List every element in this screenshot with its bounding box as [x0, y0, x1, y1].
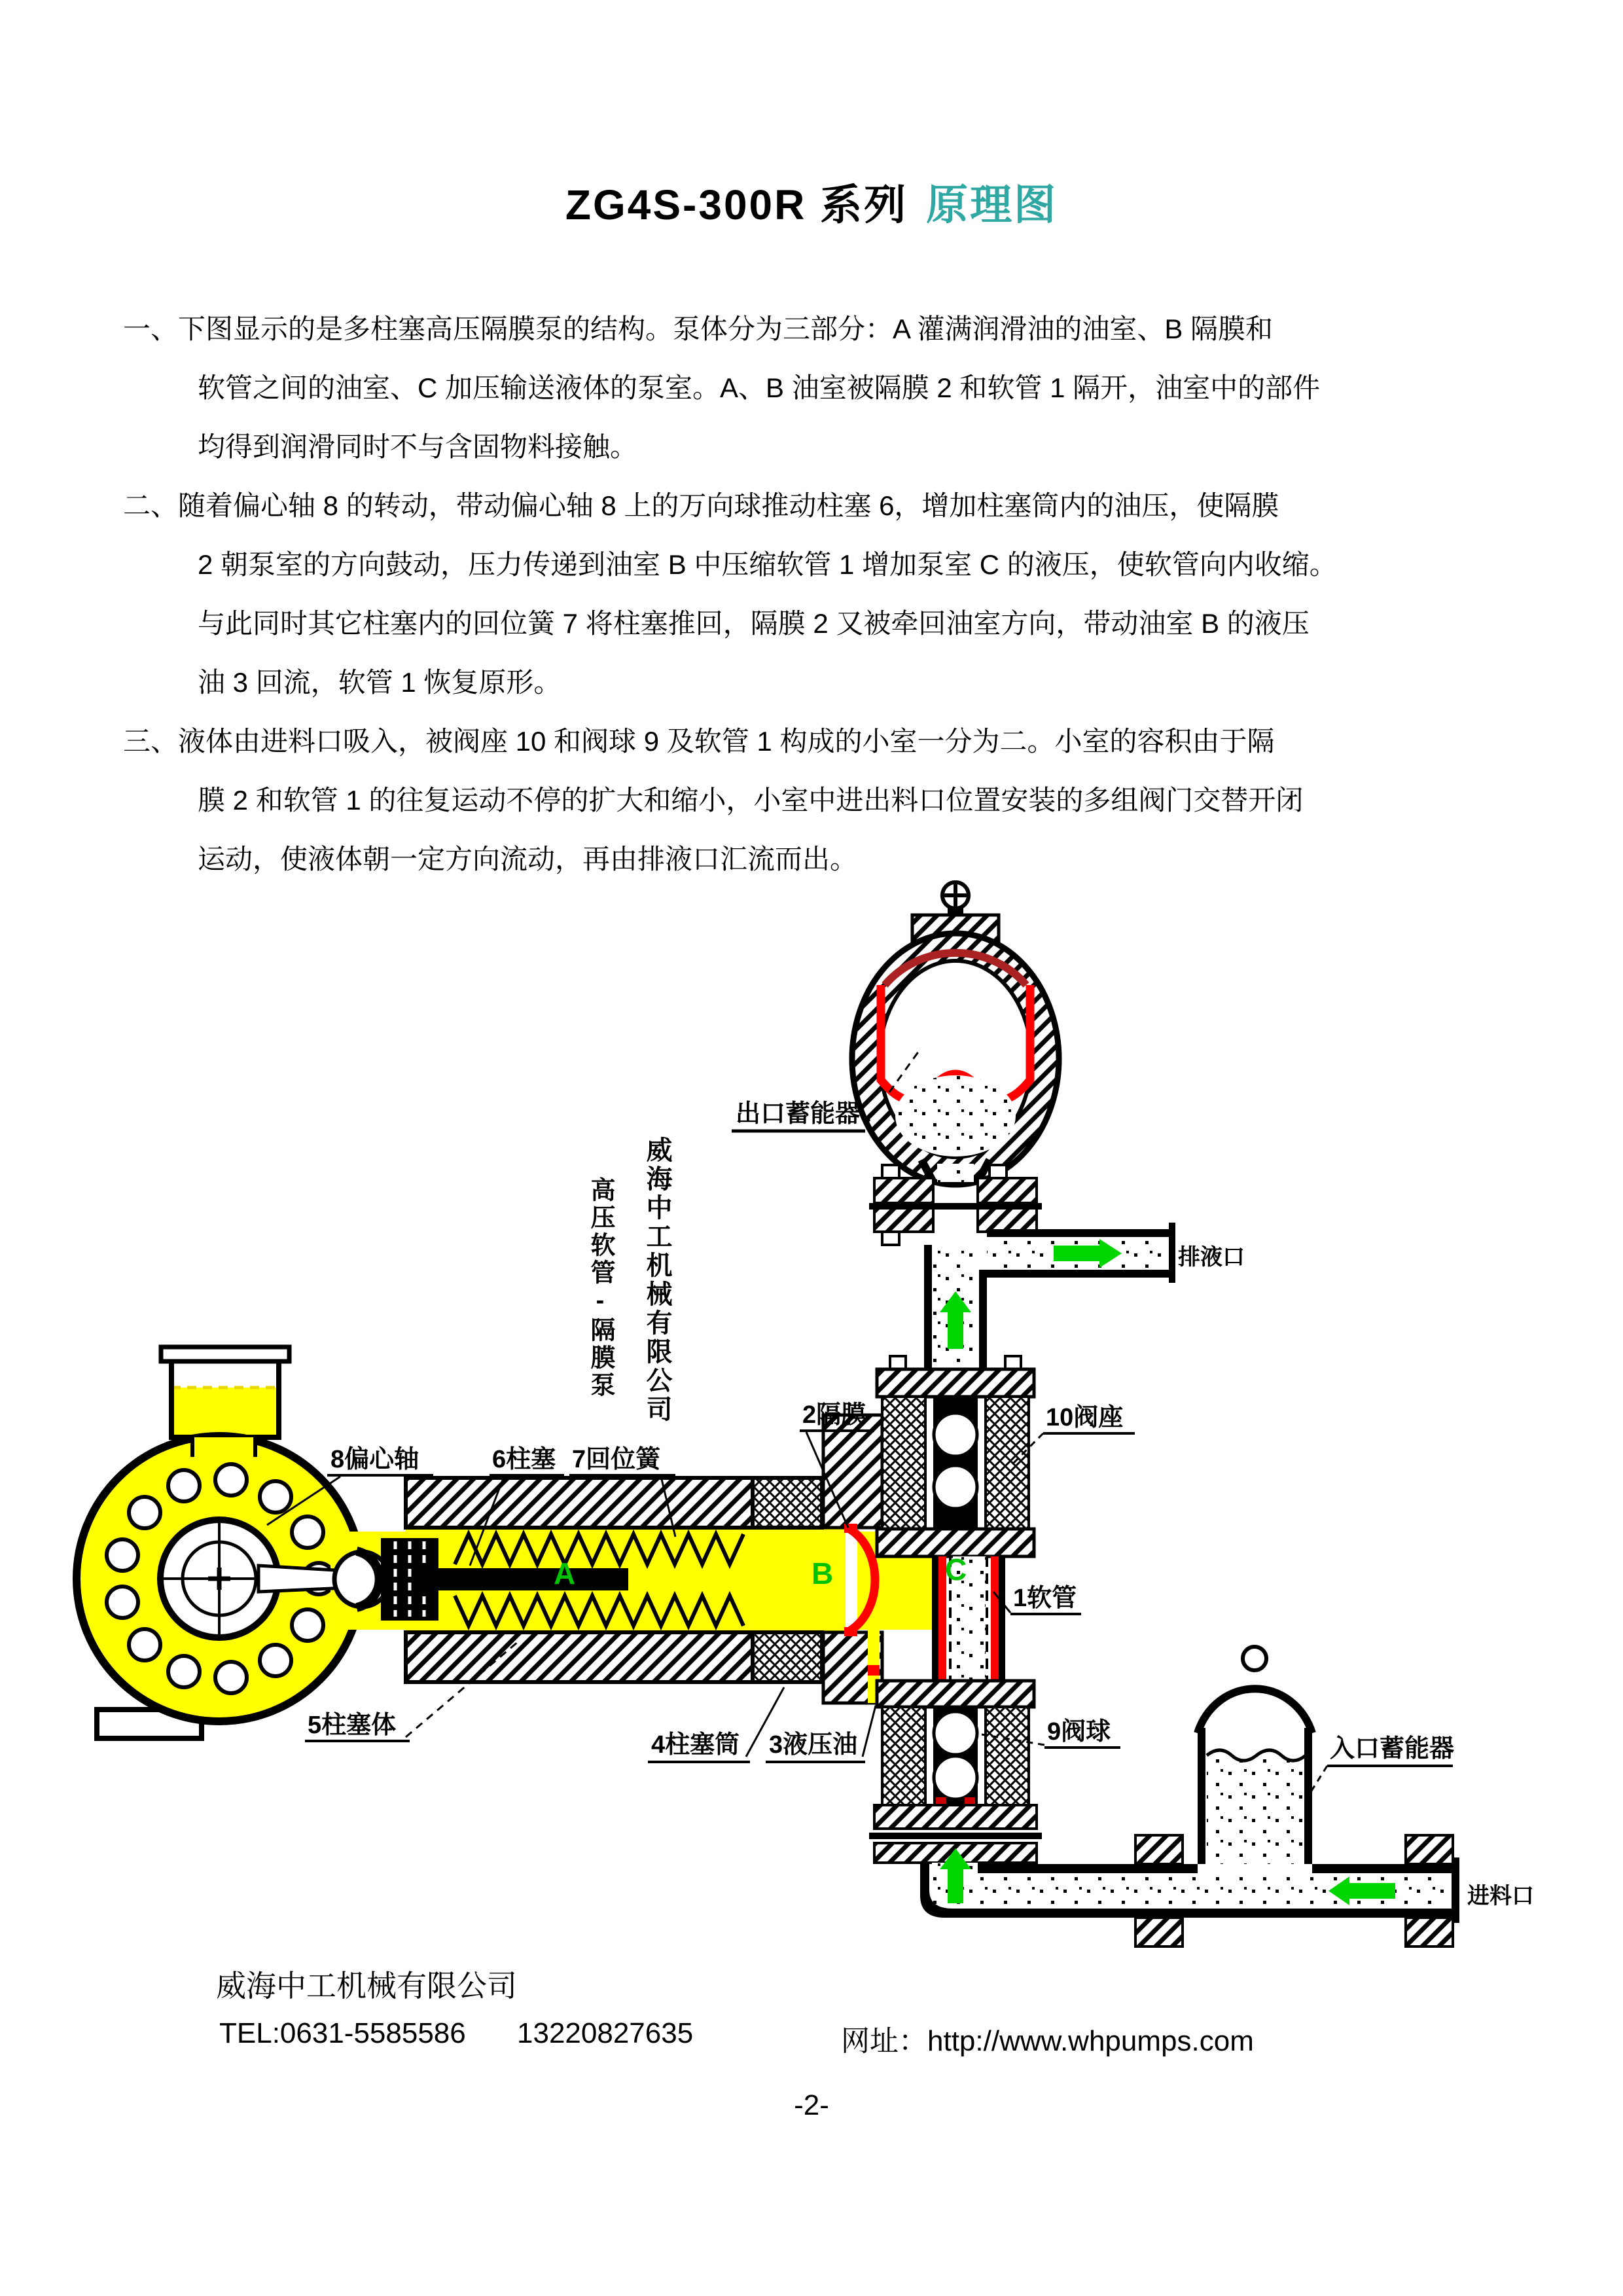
- paragraph-line: 均得到润滑同时不与含固物料接触。: [198, 431, 638, 462]
- valve-ball-lower-2: [934, 1756, 977, 1799]
- cylinder-wall-top: [406, 1478, 753, 1528]
- hose-section: [932, 1556, 1005, 1681]
- paragraph-line: 一、下图显示的是多柱塞高压隔膜泵的结构。泵体分为三部分：A 灌满润滑油的油室、B 隔膜和: [123, 314, 1274, 344]
- body-text: [123, 300, 1530, 889]
- paragraph-line: 运动，使液体朝一定方向流动，再由排液口汇流而出。: [198, 844, 858, 874]
- label-part7: 7回位簧: [572, 1446, 661, 1473]
- footer-tel: TEL:0631-5585586: [219, 2017, 466, 2049]
- vertical-product-text: 高压软管-隔膜泵: [586, 1177, 614, 1399]
- inlet-accumulator-dome: [1198, 1689, 1312, 1733]
- valve-ball-lower-1: [934, 1712, 977, 1755]
- paragraph-line: 二、随着偏心轴 8 的转动，带动偏心轴 8 上的万向球推动柱塞 6，增加柱塞筒内的油压，使隔膜: [123, 490, 1279, 521]
- oil-passage-red-mark: [868, 1665, 880, 1676]
- paragraph-line: 软管之间的油室、C 加压输送液体的泵室。A、B 油室被隔膜 2 和软管 1 隔开，油室中的部件: [198, 372, 1321, 403]
- footer-company: 威海中工机械有限公司: [216, 1969, 517, 2003]
- pipe-end: [1452, 1857, 1459, 1923]
- label-part3: 3液压油: [769, 1731, 858, 1759]
- label-part2: 2隔膜: [802, 1401, 866, 1429]
- inlet-flange-left-top: [1135, 1835, 1183, 1864]
- inlet-flange-left-bottom: [1135, 1918, 1183, 1946]
- oil-cup: [161, 1347, 289, 1437]
- inlet-flange-right-bottom: [1406, 1918, 1453, 1946]
- label-outlet-accumulator: 出口蓄能器: [736, 1100, 861, 1128]
- vertical-company-text: 威海中工机械有限公司: [643, 1136, 671, 1424]
- label-feed-port: 进料口: [1467, 1884, 1534, 1909]
- slurry-in-accumulator: [895, 1075, 1016, 1157]
- label-part1: 1软管: [1013, 1585, 1077, 1612]
- paragraph-line: 三、液体由进料口吸入，被阀座 10 和阀球 9 及软管 1 构成的小室一分为二。小室的容积由于隔: [123, 726, 1275, 757]
- label-part5: 5柱塞体: [308, 1712, 397, 1739]
- label-chamber-a: A: [554, 1556, 576, 1590]
- diaphragm-edge-bottom: [844, 1627, 857, 1636]
- label-chamber-c: C: [945, 1552, 967, 1587]
- label-part9: 9阀球: [1047, 1718, 1111, 1746]
- page-title: [0, 171, 1623, 232]
- label-part6: 6柱塞: [492, 1446, 556, 1473]
- outlet-accumulator: [852, 882, 1059, 1245]
- vent-valve-icon-2: [1241, 1645, 1268, 1672]
- paragraph-line: 与此同时其它柱塞内的回位簧 7 将柱塞推回，隔膜 2 又被牵回油室方向，带动油室 B 的液压: [198, 608, 1310, 639]
- page-title-accent: 原理图: [926, 181, 1058, 228]
- label-part10: 10阀座: [1046, 1404, 1124, 1431]
- inlet-accumulator: [1198, 1645, 1312, 1864]
- label-discharge-port: 排液口: [1178, 1245, 1245, 1270]
- valve-ball-upper-2: [934, 1465, 977, 1509]
- page-number: -2-: [794, 2089, 829, 2121]
- crankcase: [77, 1347, 416, 1738]
- paragraph-line: 油 3 回流，软管 1 恢复原形。: [198, 667, 562, 698]
- cylinder-wall-bottom: [406, 1632, 753, 1682]
- footer-mobile: 13220827635: [517, 2017, 694, 2049]
- label-inlet-accumulator: 入口蓄能器: [1330, 1735, 1455, 1763]
- valve-ball-upper-1: [934, 1413, 977, 1456]
- paragraph-line: 2 朝泵室的方向鼓动，压力传递到油室 B 中压缩软管 1 增加泵室 C 的液压，使软管向内收缩。: [198, 549, 1337, 580]
- plunger: [419, 1568, 628, 1590]
- inlet-flange-right-top: [1406, 1835, 1453, 1864]
- valve-lower: [869, 1681, 1042, 1863]
- page-title-model: ZG4S-300R 系列: [565, 181, 908, 228]
- cylinder-end-block-bottom: [753, 1632, 822, 1682]
- label-part8: 8偏心轴: [330, 1446, 419, 1473]
- label-chamber-b: B: [812, 1556, 834, 1590]
- hose-wall-right: [991, 1556, 999, 1681]
- cylinder-end-block-top: [753, 1478, 822, 1528]
- label-part4: 4柱塞筒: [651, 1731, 740, 1759]
- oil-cup-neck: [192, 1437, 255, 1454]
- valve-upper: [877, 1291, 1034, 1556]
- footer-website: 网址：http://www.whpumps.com: [841, 2025, 1254, 2057]
- paragraph-line: 膜 2 和软管 1 的往复运动不停的扩大和缩小，小室中进出料口位置安装的多组阀门交替开闭: [198, 785, 1304, 816]
